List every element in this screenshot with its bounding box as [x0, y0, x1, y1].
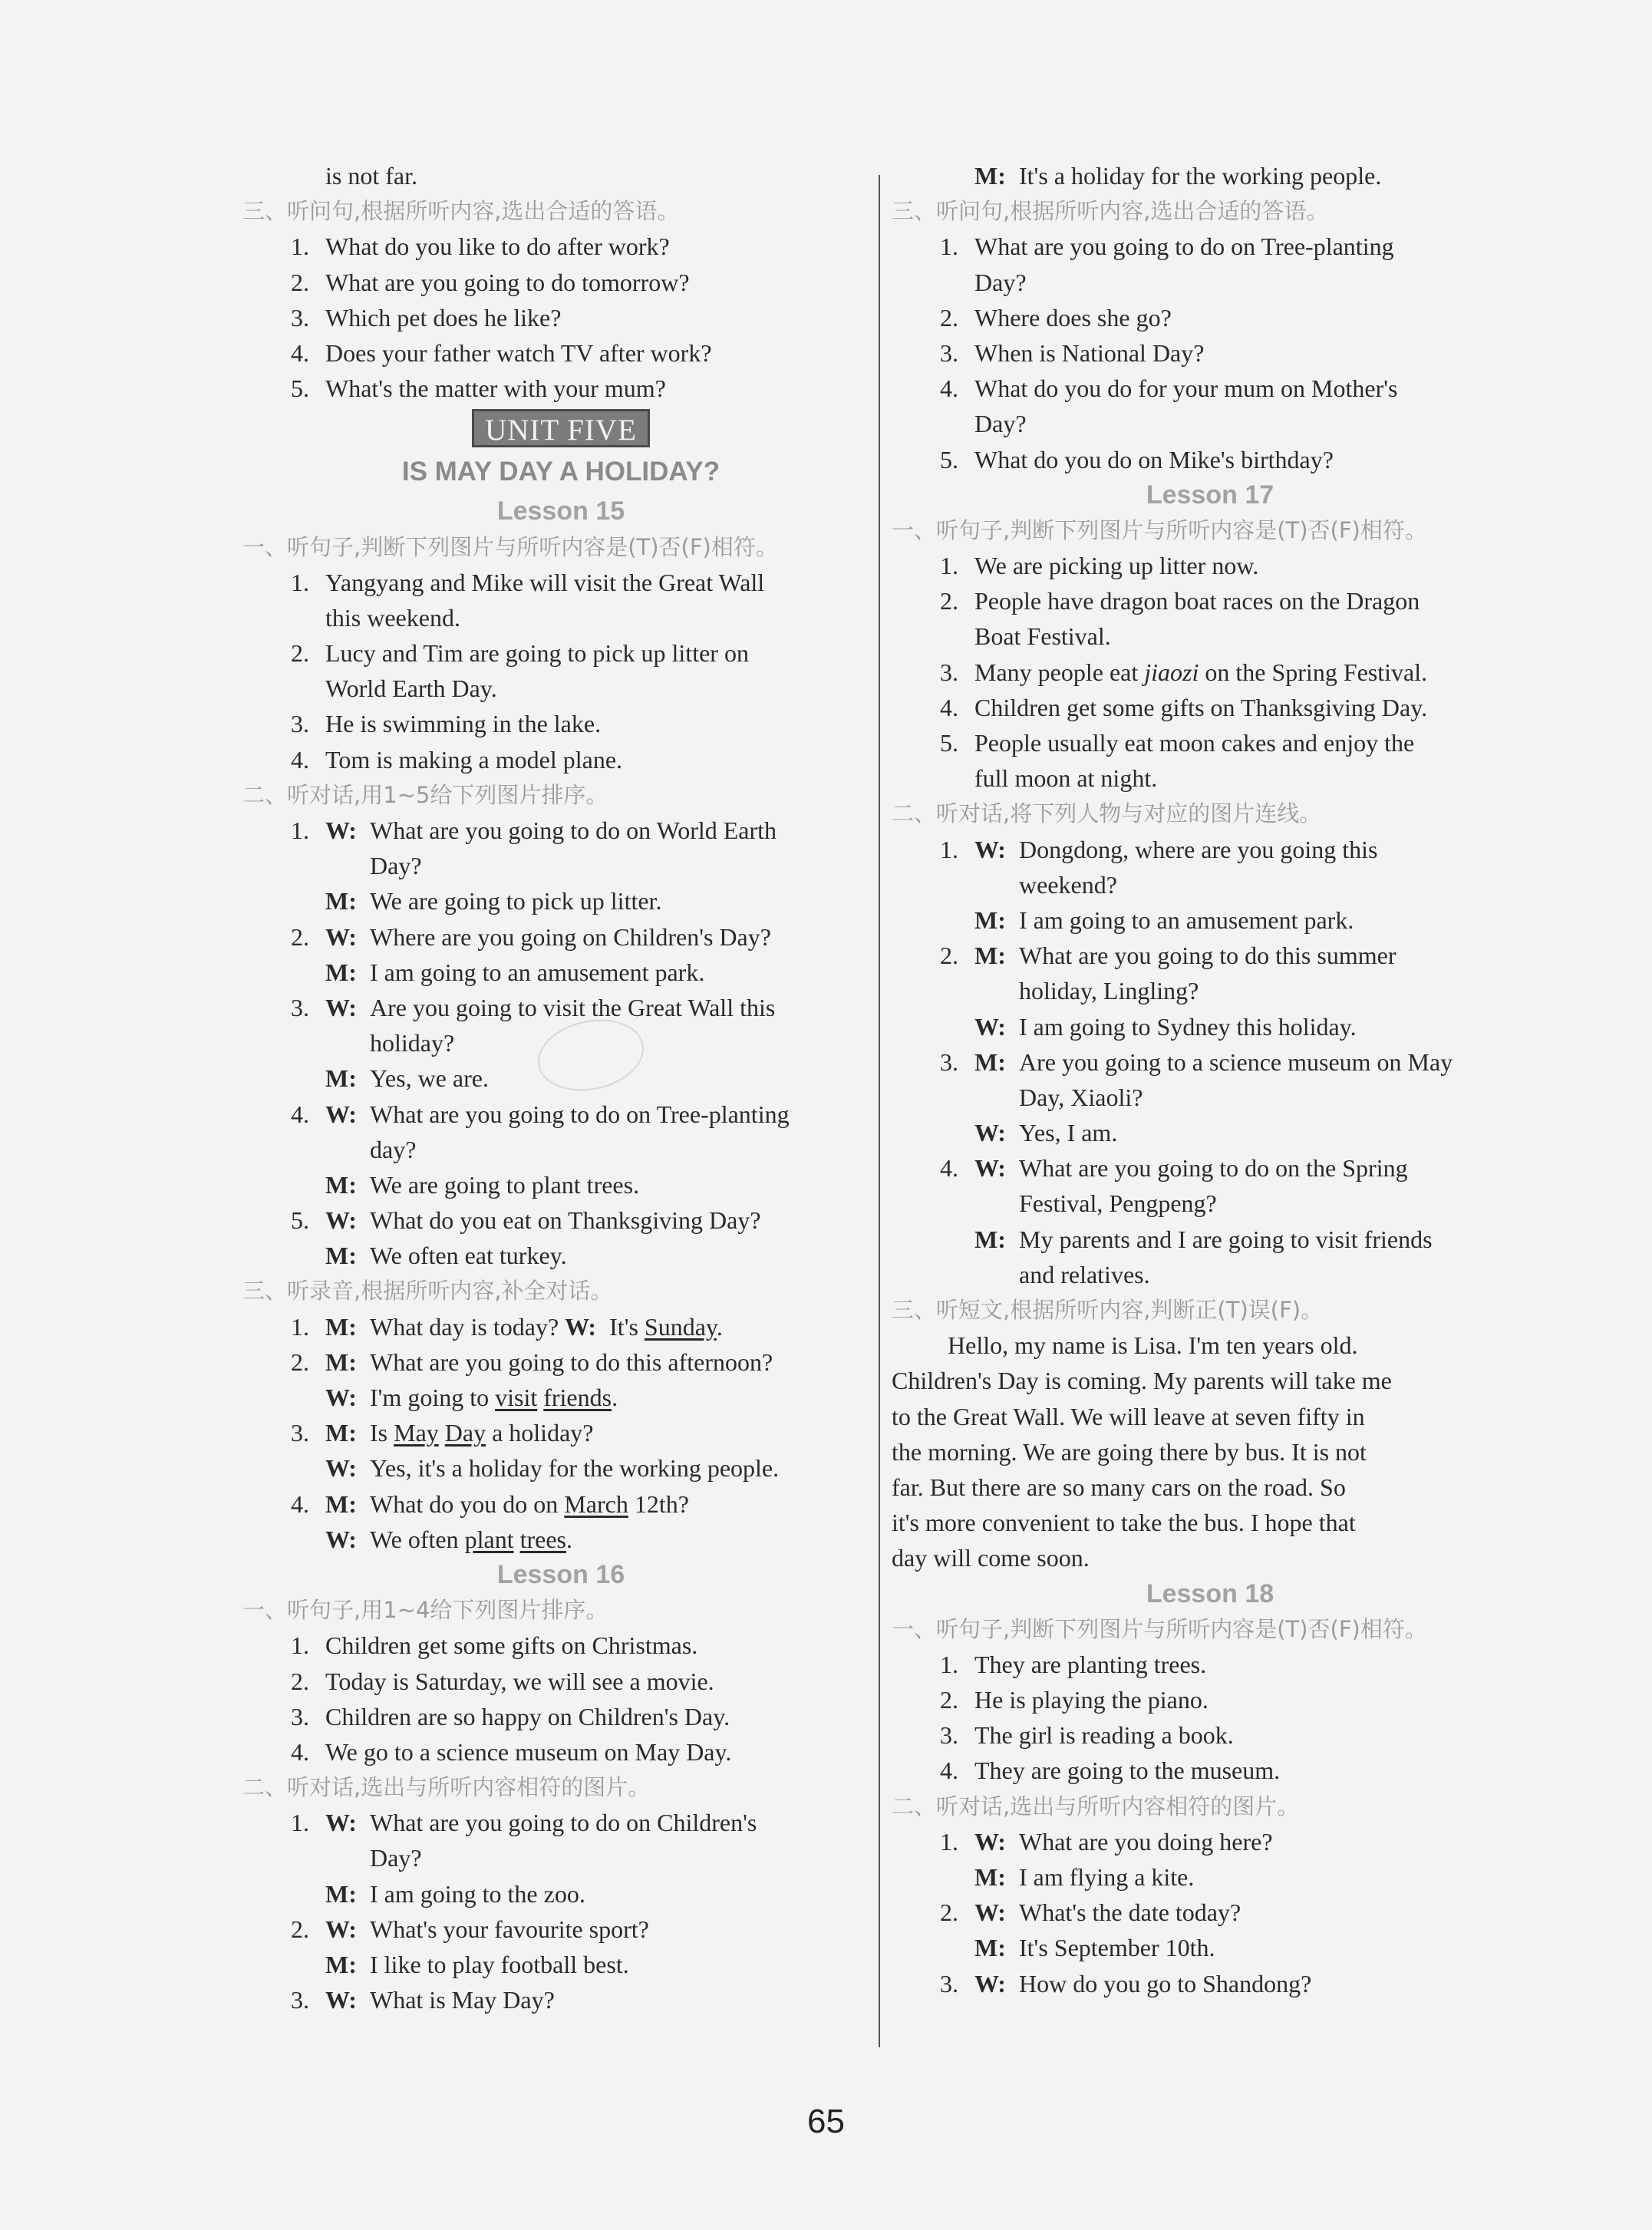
dialog-line: M: I am going to an amusement park. [974, 906, 1354, 934]
dialog-line: 3. M: Is May Day a holiday? [291, 1419, 594, 1447]
list-item: 3. Many people eat jiaozi on the Spring Festival. [940, 658, 1428, 686]
list-item: 1. Yangyang and Mike will visit the Great Wall [291, 568, 765, 596]
paragraph-line: Children's Day is coming. My parents will take me [892, 1367, 1392, 1395]
dialog-line-continued: holiday, Lingling? [1019, 977, 1199, 1005]
list-item: 5. What do you do on Mike's birthday? [940, 445, 1334, 473]
section-title: 三、听短文,根据所听内容,判断正(T)误(F)。 [892, 1297, 1324, 1323]
dialog-line: 3. W: How do you go to Shandong? [940, 1969, 1312, 1997]
paragraph-line: far. But there are so many cars on the road. So [892, 1473, 1346, 1501]
list-item: 3. Children are so happy on Children's Day. [291, 1702, 730, 1730]
section-title: 二、听对话,将下列人物与对应的图片连线。 [892, 800, 1322, 827]
dialog-line: 5. W: What do you eat on Thanksgiving Day? [291, 1206, 761, 1235]
page-number: 65 [807, 2103, 845, 2140]
section-title: 三、听问句,根据所听内容,选出合适的答语。 [242, 198, 680, 225]
list-item-continued: World Earth Day. [325, 675, 497, 703]
paragraph-line: the morning. We are going there by bus. It is not [892, 1437, 1367, 1466]
list-item: 4. We go to a science museum on May Day. [291, 1737, 732, 1766]
text-line: is not far. [325, 162, 417, 190]
list-item: 2. People have dragon boat races on the Dragon [940, 587, 1420, 615]
dialog-line: M: My parents and I are going to visit friends [974, 1225, 1433, 1253]
section-title: 二、听对话,选出与所听内容相符的图片。 [892, 1793, 1300, 1819]
unit-banner [242, 406, 879, 450]
dialog-line: M: I like to play football best. [325, 1951, 629, 1978]
dialog-line: 2. M: What are you going to do this summer [940, 942, 1396, 970]
dialog-line: 2. W: What's the date today? [940, 1898, 1241, 1927]
dialog-line-continued: holiday? [370, 1029, 455, 1057]
dialog-line-continued: and relatives. [1019, 1260, 1150, 1288]
dialog-line: 1. M: What day is today? W: It's Sunday. [291, 1312, 723, 1341]
blank-answer: Day [444, 1419, 486, 1447]
left-column [242, 158, 879, 2017]
dialog-line: W: Yes, it's a holiday for the working people. [325, 1454, 780, 1483]
paragraph-line: it's more convenient to take the bus. I hope that [892, 1509, 1356, 1537]
list-item-continued: Day? [974, 410, 1027, 438]
dialog-line: 2. M: What are you going to do this afternoon? [291, 1348, 773, 1376]
lesson-title: Lesson 16 [496, 1559, 625, 1589]
list-item: 2. Where does she go? [940, 303, 1172, 332]
dialog-line: M: We often eat turkey. [325, 1242, 567, 1270]
list-item: 4. They are going to the museum. [940, 1757, 1281, 1785]
section-title: 一、听句子,判断下列图片与所听内容是(T)否(F)相符。 [892, 516, 1427, 543]
dialog-line: 1. W: What are you doing here? [940, 1827, 1273, 1856]
dialog-line: M: I am flying a kite. [974, 1863, 1195, 1891]
list-item-continued: Day? [974, 268, 1027, 296]
list-item: 5. What's the matter with your mum? [291, 374, 666, 403]
dialog-line: M: I am going to the zoo. [325, 1879, 585, 1908]
dialog-line: 1. W: What are you going to do on World Earth [291, 816, 777, 844]
dialog-line: M: I am going to an amusement park. [325, 958, 705, 986]
list-item: 3. When is National Day? [940, 338, 1205, 367]
list-item: 2. Today is Saturday, we will see a movie. [291, 1667, 714, 1695]
dialog-line: 3. W: What is May Day? [291, 1986, 555, 2014]
lesson-title: Lesson 18 [1146, 1578, 1274, 1608]
blank-answer: Sunday [644, 1312, 717, 1341]
dialog-line-continued: day? [370, 1135, 417, 1163]
paragraph-line: to the Great Wall. We will leave at seven fifty in [892, 1402, 1365, 1430]
dialog-line: 2. W: Where are you going on Children's Day? [291, 922, 771, 951]
list-item: 1. We are picking up litter now. [940, 552, 1259, 580]
section-title: 二、听对话,用1~5给下列图片排序。 [242, 781, 608, 808]
list-item: 4. Tom is making a model plane. [291, 745, 623, 774]
dialog-line-continued: Day? [370, 1844, 422, 1872]
dialog-line: M: Yes, we are. [325, 1064, 489, 1093]
list-item: 4. What do you do for your mum on Mother's [940, 374, 1398, 403]
dialog-line-continued: Day, Xiaoli? [1019, 1083, 1143, 1111]
list-item-continued: full moon at night. [974, 764, 1158, 793]
dialog-line-continued: Day? [370, 852, 422, 880]
dialog-line: 4. W: What are you going to do on Tree-planting [291, 1100, 790, 1128]
list-item: 2. What are you going to do tomorrow? [291, 268, 690, 296]
list-item: 3. The girl is reading a book. [940, 1721, 1234, 1750]
list-item: 1. What are you going to do on Tree-planting [940, 233, 1394, 261]
list-item: 5. People usually eat moon cakes and enjoy the [940, 729, 1415, 757]
section-title: 三、听录音,根据所听内容,补全对话。 [242, 1278, 613, 1305]
blank-answer: plant [464, 1525, 514, 1553]
unit-title: UNIT FIVE [472, 409, 650, 447]
blank-answer: visit [495, 1384, 538, 1411]
blank-answer: May [394, 1419, 439, 1447]
dialog-line: 3. W: Are you going to visit the Great Wall this [291, 993, 776, 1021]
list-item: 3. He is swimming in the lake. [291, 710, 602, 738]
section-title: 三、听问句,根据所听内容,选出合适的答语。 [892, 198, 1329, 225]
dialog-line: M: It's September 10th. [974, 1934, 1215, 1962]
lesson-title: Lesson 17 [1146, 480, 1274, 510]
list-item: 2. Lucy and Tim are going to pick up litter on [291, 639, 749, 668]
blank-answer: March [564, 1489, 628, 1518]
list-item: 4. Does your father watch TV after work? [291, 338, 712, 367]
list-item: 1. What do you like to do after work? [291, 233, 670, 261]
dialog-line: M: It's a holiday for the working people. [974, 162, 1382, 190]
dialog-line: 2. W: What's your favourite sport? [291, 1915, 649, 1943]
dialog-line: 1. W: What are you going to do on Children's [291, 1809, 757, 1837]
list-item-continued: this weekend. [325, 603, 460, 632]
dialog-line: W: I'm going to visit friends. [325, 1384, 618, 1411]
list-item: 3. Which pet does he like? [291, 303, 562, 332]
dialog-line: 3. M: Are you going to a science museum on May [940, 1047, 1453, 1076]
dialog-line: W: Yes, I am. [974, 1119, 1118, 1147]
dialog-line: 4. M: What do you do on March 12th? [291, 1489, 689, 1518]
lesson-title: Lesson 15 [496, 496, 625, 526]
paragraph-line: day will come soon. [892, 1544, 1090, 1572]
section-title: 二、听对话,选出与所听内容相符的图片。 [242, 1774, 651, 1801]
section-title: 一、听句子,判断下列图片与所听内容是(T)否(F)相符。 [242, 533, 778, 560]
list-item: 4. Children get some gifts on Thanksgiving Day. [940, 693, 1428, 721]
blank-answer: trees [519, 1525, 566, 1553]
dialog-line: 4. W: What are you going to do on the Spring [940, 1154, 1408, 1183]
list-item: 2. He is playing the piano. [940, 1686, 1208, 1714]
list-item-continued: Boat Festival. [974, 622, 1111, 651]
dialog-line: 1. W: Dongdong, where are you going this [940, 835, 1378, 863]
list-item: 1. They are planting trees. [940, 1650, 1207, 1678]
dialog-line: M: We are going to plant trees. [325, 1170, 640, 1199]
dialog-line-continued: weekend? [1019, 870, 1117, 899]
section-title: 一、听句子,用1~4给下列图片排序。 [242, 1597, 608, 1624]
dialog-line: W: We often plant trees. [325, 1525, 572, 1553]
paragraph-line: Hello, my name is Lisa. I'm ten years old. [948, 1331, 1358, 1360]
right-column [892, 158, 1528, 2001]
unit-subtitle: IS MAY DAY A HOLIDAY? [401, 457, 720, 487]
blank-answer: friends [543, 1384, 612, 1411]
dialog-line-continued: Festival, Pengpeng? [1019, 1189, 1217, 1218]
dialog-line: M: We are going to pick up litter. [325, 887, 662, 915]
dialog-line: W: I am going to Sydney this holiday. [974, 1012, 1357, 1041]
section-title: 一、听句子,判断下列图片与所听内容是(T)否(F)相符。 [892, 1615, 1427, 1642]
list-item: 1. Children get some gifts on Christmas. [291, 1631, 698, 1660]
